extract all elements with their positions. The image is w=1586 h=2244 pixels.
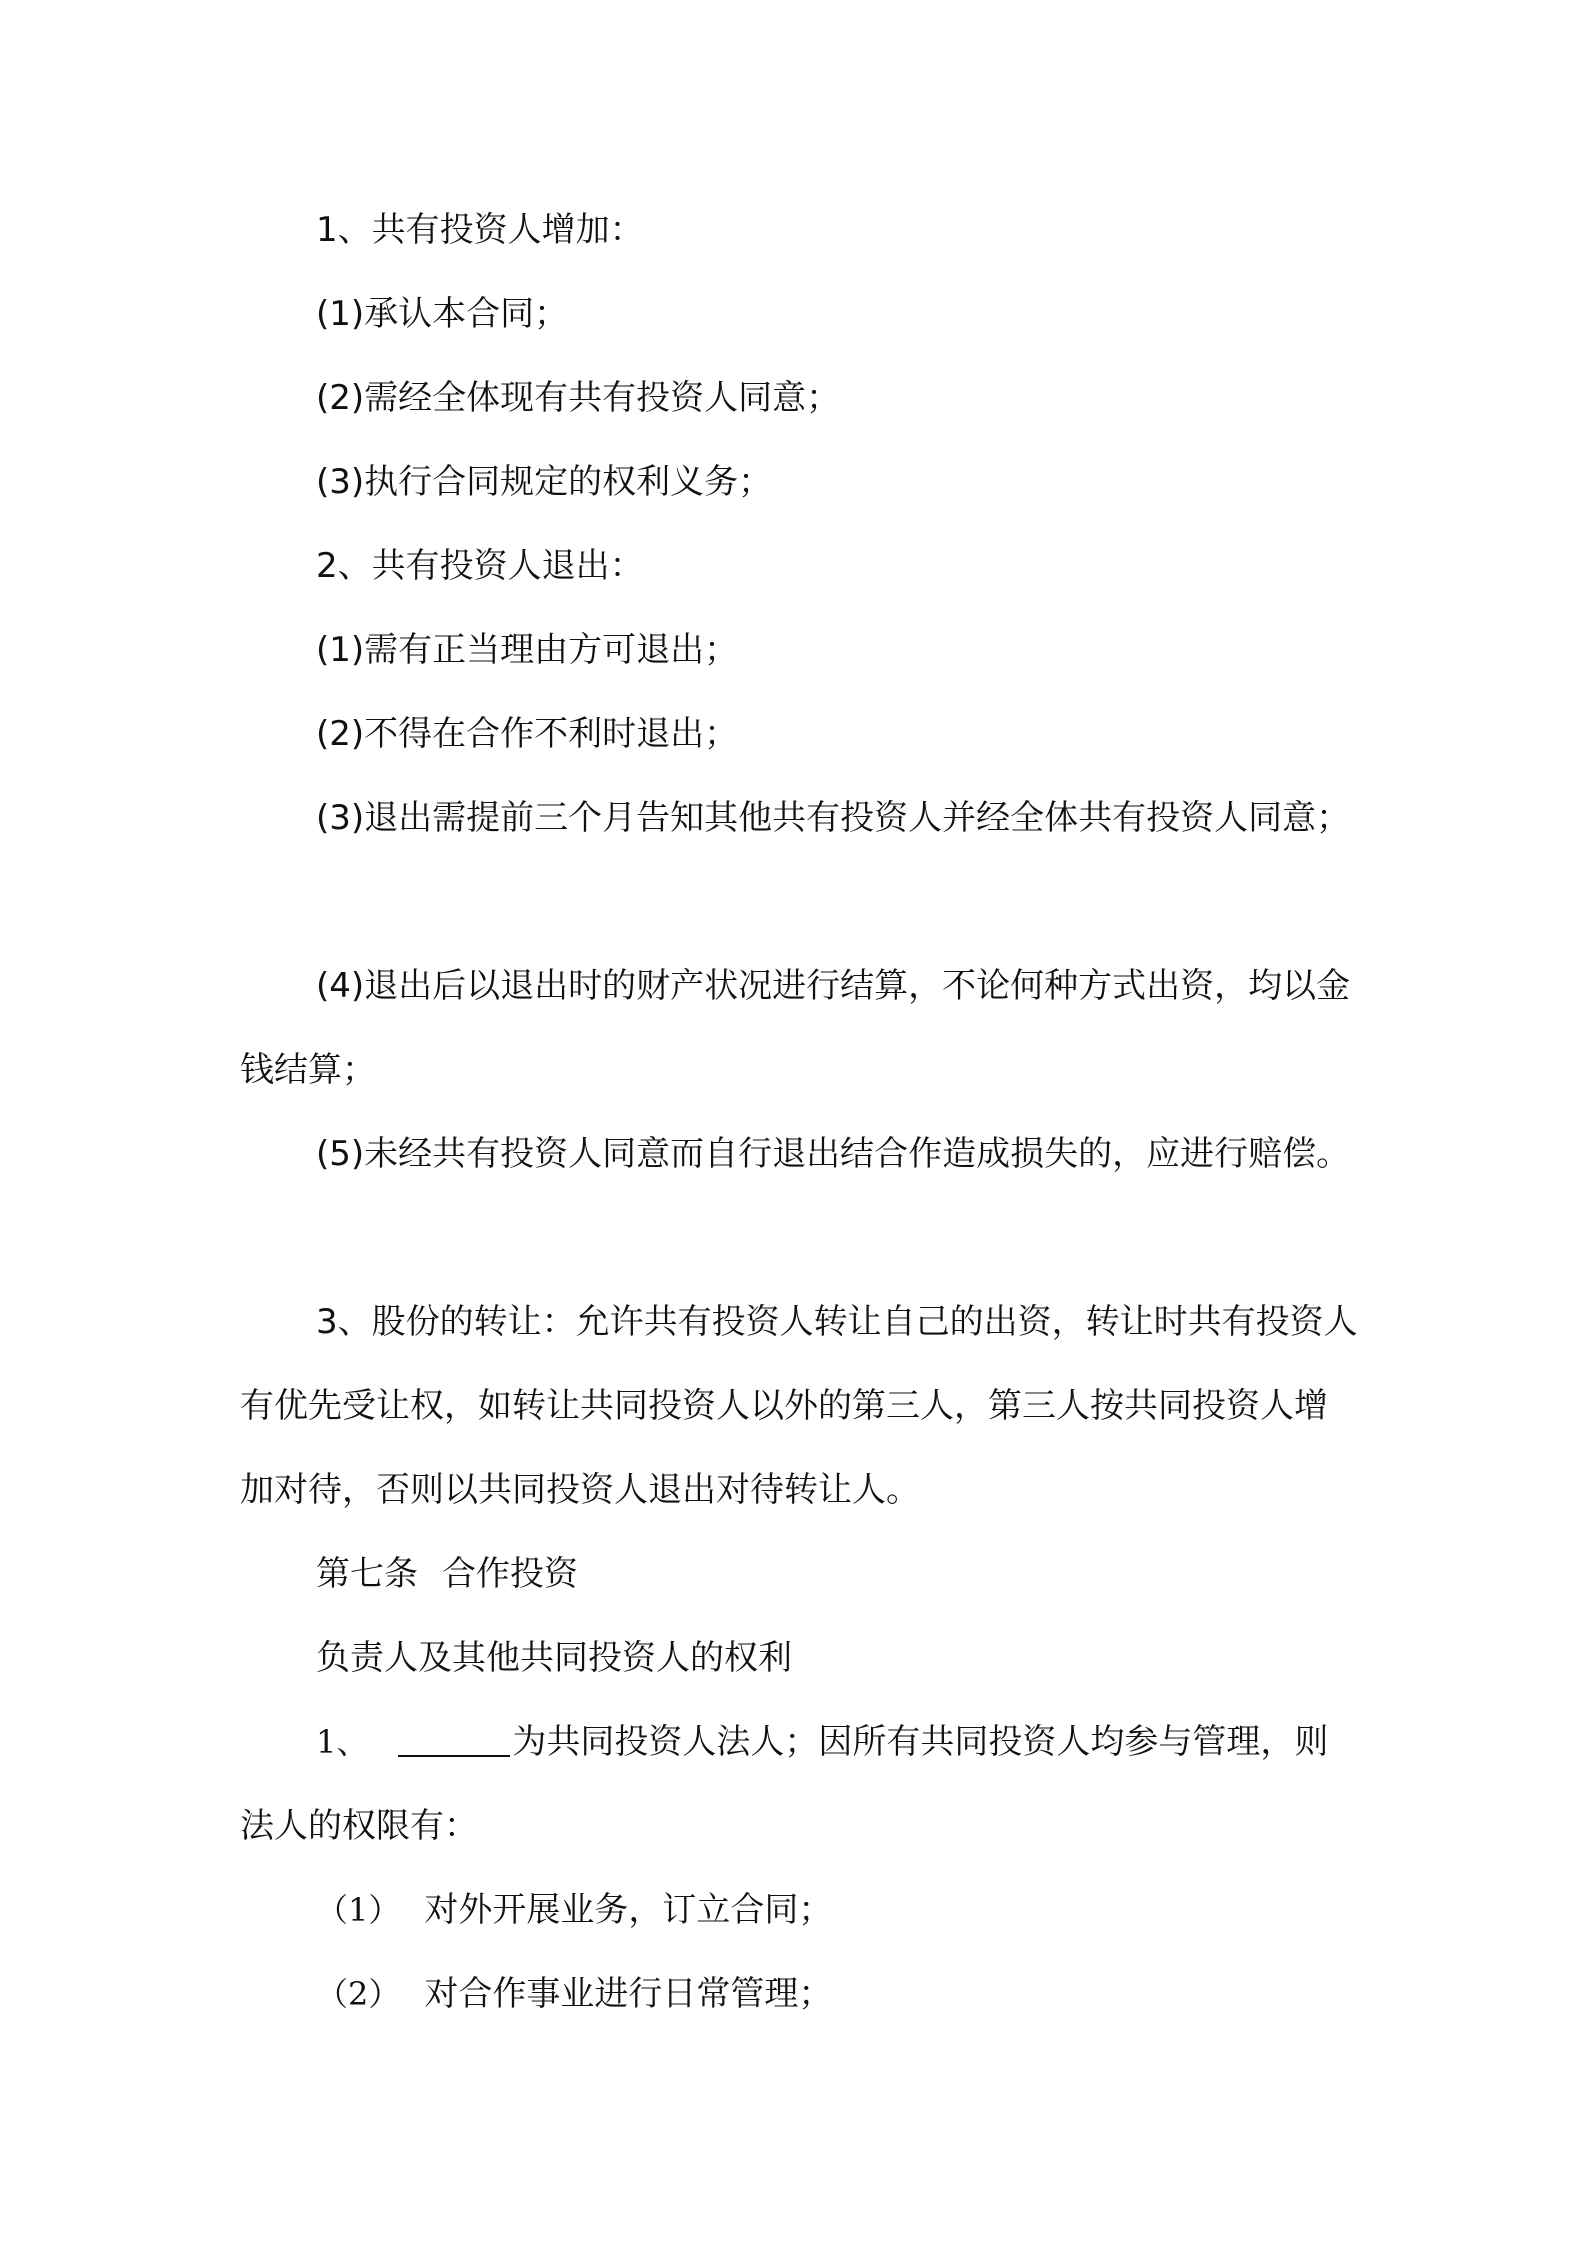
rights-clause-1-text: 为共同投资人法人；因所有共同投资人均参与管理，则法人的权限有：: [240, 1722, 1329, 1846]
blank-underline: [398, 1721, 510, 1757]
rights-clause-1: [240, 1700, 1360, 1868]
rights-clause-1-number: 1、: [316, 1723, 369, 1761]
clause-1-item-3: (3)执行合同规定的权利义务；: [316, 462, 773, 502]
rights-item-1-text: 对外开展业务，订立合同；: [424, 1890, 833, 1930]
clause-2-heading: 2、共有投资人退出：: [316, 546, 644, 586]
clause-1-item-1: (1)承认本合同；: [316, 294, 569, 334]
clause-2-item-1: (1)需有正当理由方可退出；: [316, 630, 739, 670]
clause-3-share-transfer: 3、股份的转让：允许共有投资人转让自己的出资，转让时共有投资人有优先受让权，如转让共同投资人以外的第三人，第三人按共同投资人增加对待，否则以共同投资人退出对待转让人。: [240, 1302, 1358, 1510]
clause-1-heading: 1、共有投资人增加：: [316, 210, 644, 250]
article-7-number: 第七条: [316, 1554, 418, 1594]
rights-item-2: [240, 1952, 1360, 2036]
rights-item-2-text: 对合作事业进行日常管理；: [424, 1974, 833, 2014]
clause-1-item-2: (2)需经全体现有共有投资人同意；: [316, 378, 841, 418]
rights-item-1: [240, 1868, 1360, 1952]
clause-2-item-3: (3)退出需提前三个月告知其他共有投资人并经全体共有投资人同意；: [316, 798, 1351, 838]
clause-2-item-2: (2)不得在合作不利时退出；: [316, 714, 739, 754]
article-7-heading: [240, 1532, 1360, 1616]
article-7-title: 合作投资: [442, 1554, 578, 1594]
clause-2-item-4: (4)退出后以退出时的财产状况进行结算，不论何种方式出资，均以金钱结算；: [240, 966, 1351, 1090]
rights-item-1-number: （1）: [316, 1891, 401, 1929]
clause-2-item-5: (5)未经共有投资人同意而自行退出结合作造成损失的，应进行赔偿。: [316, 1134, 1351, 1174]
rights-item-2-number: （2）: [316, 1975, 401, 2013]
rights-heading: 负责人及其他共同投资人的权利: [316, 1638, 792, 1678]
